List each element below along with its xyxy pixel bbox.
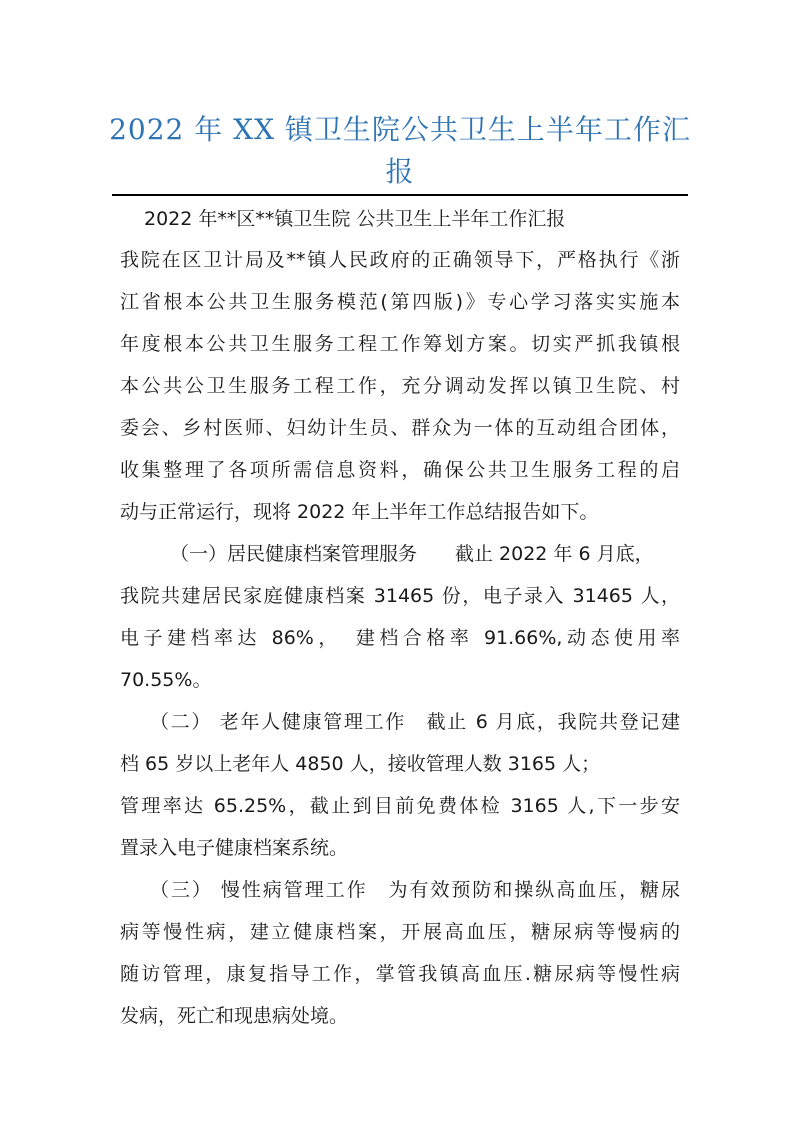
body-line: 收集整理了各项所需信息资料，确保公共卫生服务工程的启 bbox=[120, 459, 680, 481]
body-line: 委会、乡村医师、妇幼计生员、群众为一体的互动组合团体， bbox=[120, 417, 680, 439]
body-line: 我院共建居民家庭健康档案 31465 份，电子录入 31465 人， bbox=[120, 585, 680, 607]
body-line: 随访管理，康复指导工作，掌管我镇高血压.糖尿病等慢性病 bbox=[120, 963, 680, 985]
body-line: 我院在区卫计局及**镇人民政府的正确领导下，严格执行《浙 bbox=[120, 249, 680, 271]
body-line: 病等慢性病，建立健康档案，开展高血压，糖尿病等慢病的 bbox=[120, 921, 680, 943]
body-line: （二） 老年人健康管理工作 截止 6 月底，我院共登记建 bbox=[150, 711, 680, 733]
body-line: 本公共公卫生服务工程工作，充分调动发挥以镇卫生院、村 bbox=[120, 375, 680, 397]
body-line: 70.55%。 bbox=[120, 669, 212, 691]
title-divider bbox=[112, 194, 688, 196]
body-line: （三） 慢性病管理工作 为有效预防和操纵高血压，糖尿 bbox=[150, 879, 680, 901]
body-line: 管理率达 65.25%，截止到目前免费体检 3165 人,下一步安 bbox=[120, 795, 680, 817]
document-title-line-2: 报 bbox=[385, 155, 415, 188]
body-line: 档 65 岁以上老年人 4850 人，接收管理人数 3165 人； bbox=[120, 753, 601, 775]
body-line: 置录入电子健康档案系统。 bbox=[120, 837, 349, 859]
body-line: 江省根本公共卫生服务模范(第四版)》专心学习落实实施本 bbox=[120, 291, 680, 313]
body-line: 电子建档率达 86%， 建档合格率 91.66%,动态使用率 bbox=[120, 627, 680, 649]
body-line: （一）居民健康档案管理服务 截止 2022 年 6 月底， bbox=[170, 543, 654, 565]
body-line: 年度根本公共卫生服务工程工作筹划方案。切实严抓我镇根 bbox=[120, 333, 680, 355]
body-line: 2022 年**区**镇卫生院 公共卫生上半年工作汇报 bbox=[144, 208, 566, 230]
body-line: 动与正常运行，现将 2022 年上半年工作总结报告如下。 bbox=[120, 501, 599, 523]
body-line: 发病，死亡和现患病处境。 bbox=[120, 1005, 349, 1027]
document-title-line-1: 2022 年 XX 镇卫生院公共卫生上半年工作汇 bbox=[109, 113, 691, 146]
